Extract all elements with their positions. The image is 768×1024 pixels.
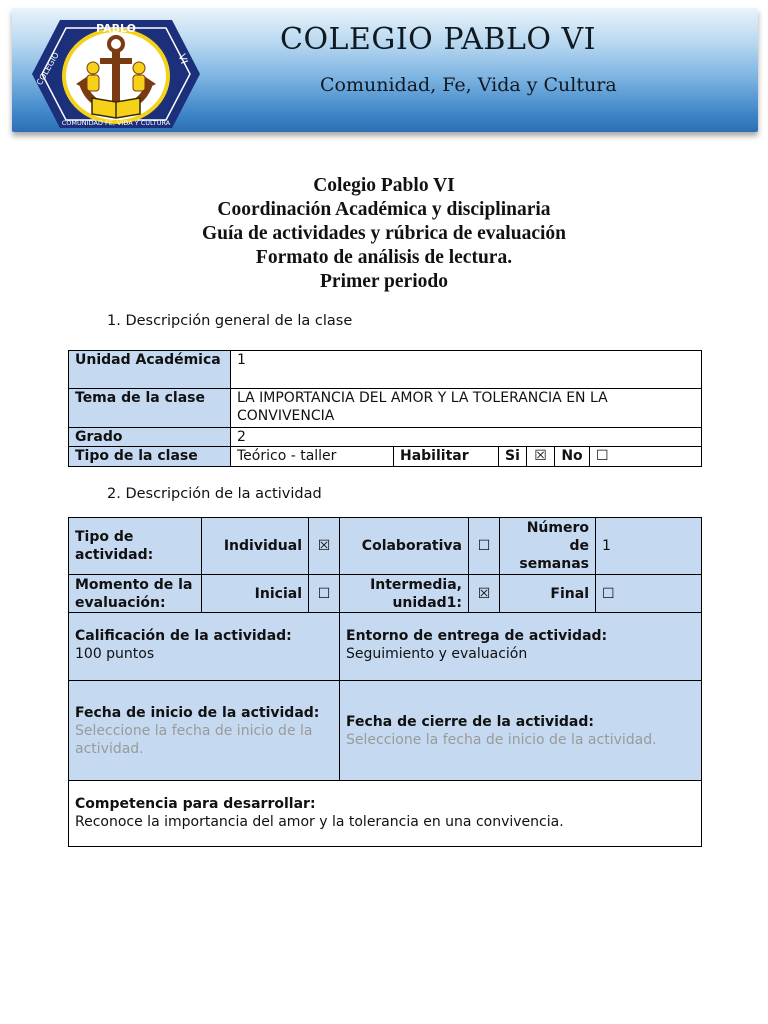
entorno-cell [340, 613, 702, 681]
class-description-table [68, 350, 702, 467]
table-row [69, 575, 702, 613]
tipo-actividad-label: Tipo de actividad: [69, 518, 202, 575]
unidad-label: Unidad Académica [69, 351, 231, 389]
table-row [69, 351, 702, 389]
section-2-title: 2. Descripción de la actividad [107, 486, 322, 502]
fecha-inicio-label: Fecha de inicio de la actividad: [75, 704, 320, 721]
habilitar-label: Habilitar [394, 447, 499, 467]
fecha-cierre-cell[interactable] [340, 681, 702, 781]
document-heading [0, 174, 768, 294]
competencia-value[interactable]: Reconoce la importancia del amor y la tolerancia en una convivencia. [75, 814, 564, 830]
numero-semanas-value[interactable]: 1 [596, 518, 702, 575]
intermedia-label: Intermedia, unidad1: [340, 575, 469, 613]
calificacion-cell [69, 613, 340, 681]
logo-text-top: PABLO [96, 22, 136, 35]
unidad-value[interactable]: 1 [231, 351, 702, 389]
fecha-inicio-cell[interactable] [69, 681, 340, 781]
heading-line-2: Coordinación Académica y disciplinaria [217, 199, 551, 220]
entorno-label: Entorno de entrega de actividad: [346, 628, 608, 644]
tema-value[interactable]: LA IMPORTANCIA DEL AMOR Y LA TOLERANCIA EN LA CONVIVENCIA [231, 389, 702, 428]
logo-text-right: VI [175, 52, 190, 66]
inicial-checkbox[interactable]: ☐ [309, 575, 340, 613]
no-label: No [555, 447, 590, 467]
heading-line-4: Formato de análisis de lectura. [255, 247, 513, 268]
table-row [69, 428, 702, 447]
si-label: Si [499, 447, 527, 467]
final-label: Final [500, 575, 596, 613]
banner-title: COLEGIO PABLO VI [280, 22, 597, 57]
tipo-clase-label: Tipo de la clase [69, 447, 231, 467]
fecha-cierre-label: Fecha de cierre de la actividad: [346, 713, 595, 730]
colaborativa-label: Colaborativa [340, 518, 469, 575]
banner-motto: Comunidad, Fe, Vida y Cultura [320, 74, 617, 96]
grado-value[interactable]: 2 [231, 428, 702, 447]
intermedia-checkbox[interactable]: ☒ [469, 575, 500, 613]
competencia-label: Competencia para desarrollar: [75, 796, 316, 812]
momento-label: Momento de la evaluación: [69, 575, 202, 613]
fecha-inicio-date-picker[interactable]: Seleccione la fecha de inicio de la actividad. [75, 722, 313, 757]
table-row [69, 447, 702, 467]
heading-line-1: Colegio Pablo VI [313, 175, 455, 196]
numero-semanas-label: Número de semanas [500, 518, 596, 575]
heading-line-5: Primer periodo [320, 271, 448, 292]
logo-text-bottom: COMUNIDAD FE, VIDA Y CULTURA [61, 119, 171, 127]
no-checkbox[interactable]: ☐ [590, 447, 702, 467]
logo-text-left: COLEGIO [34, 50, 61, 87]
section-1-title: 1. Descripción general de la clase [107, 313, 353, 329]
table-row [69, 681, 702, 781]
individual-label: Individual [202, 518, 309, 575]
si-checkbox[interactable]: ☒ [527, 447, 555, 467]
school-logo [30, 18, 202, 130]
person-icon [87, 75, 99, 91]
table-row [69, 781, 702, 847]
calificacion-label: Calificación de la actividad: [75, 628, 292, 644]
person-icon [133, 75, 145, 91]
entorno-value[interactable]: Seguimiento y evaluación [346, 646, 528, 662]
table-row [69, 518, 702, 575]
individual-checkbox[interactable]: ☒ [309, 518, 340, 575]
table-row [69, 613, 702, 681]
competencia-cell [69, 781, 702, 847]
inicial-label: Inicial [202, 575, 309, 613]
table-row [69, 389, 702, 428]
header-banner [12, 8, 758, 132]
tipo-clase-value[interactable]: Teórico - taller [231, 447, 394, 467]
colaborativa-checkbox[interactable]: ☐ [469, 518, 500, 575]
tema-label: Tema de la clase [69, 389, 231, 428]
final-checkbox[interactable]: ☐ [596, 575, 702, 613]
activity-description-table [68, 517, 702, 847]
grado-label: Grado [69, 428, 231, 447]
calificacion-value[interactable]: 100 puntos [75, 646, 155, 662]
heading-line-3: Guía de actividades y rúbrica de evaluación [201, 223, 566, 244]
fecha-cierre-date-picker[interactable]: Seleccione la fecha de inicio de la actividad. [346, 731, 657, 748]
